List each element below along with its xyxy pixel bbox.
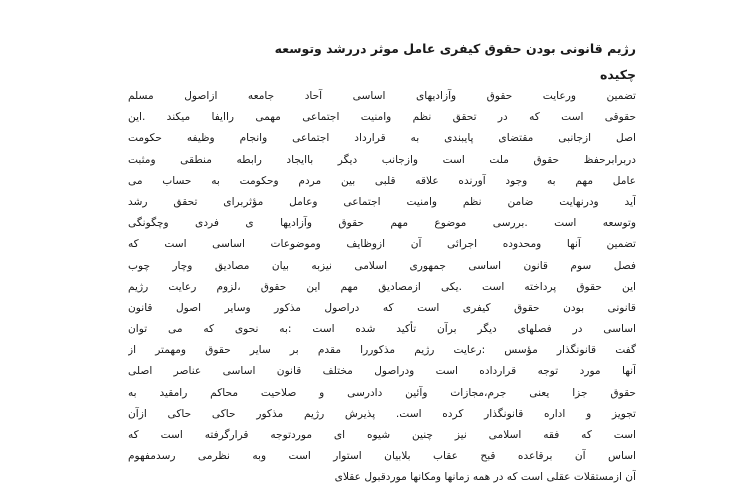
paragraph-line: آنها مورد توجه قرارداده است ودراصول مختلف قانون اساسی عناصر اصلی <box>128 365 636 378</box>
paragraph-line: حقوقی است که در تحقق نظم وامنیت اجتماعی مهمی راایفا میکند .این <box>128 111 636 124</box>
paragraph-line: آن ازمستقلات عقلی است که در همه زمانها ومکانها موردقبول عقلای <box>334 471 636 484</box>
paragraph-line: آید ودرنهایت ضامن نظم وامنیت اجتماعی وعامل مؤثربرای تحقق رشد <box>128 195 636 208</box>
paragraph-line: عامل مهم به وجود آورنده علاقه قلبی بین مردم وحکومت به حساب می <box>128 174 636 187</box>
paragraph-line: قانونی بودن حقوق کیفری است که دراصول مذکور وسایر اصول قانون <box>128 301 636 314</box>
paragraph-line: حقوق جزا یعنی جرم،مجازات وآئین دادرسی و صلاحیت محاکم رامقید به <box>128 386 636 399</box>
paragraph-line: تضمین آنها ومحدوده اجرائی آن ازوظایف وموضوعات اساسی است که <box>128 238 636 251</box>
paragraph-line: است که فقه اسلامی نیز چنین شیوه ای موردتوجه قرارگرفته است که <box>128 429 636 441</box>
paragraph-line: تجویز و اداره قانونگذار کرده است. پذیرش رژیم مذکور حاکی حاکی ازآن <box>128 407 636 420</box>
document-body <box>128 30 636 489</box>
section-heading-abstract: چکیده <box>600 67 636 82</box>
paragraph-line: اساسی در فصلهای دیگر برآن تأکید شده است :به نحوی که می توان <box>128 323 636 336</box>
paragraph-line: اساس آن برقاعده قبح عقاب بلابیان استوار است وبه نظرمی رسدمفهوم <box>128 450 636 463</box>
paragraph-line: وتوسعه است .بررسی موضوع مهم حقوق وآزادیها ی فردی وچگونگی <box>128 217 636 230</box>
paragraph-line: فصل سوم قانون اساسی جمهوری اسلامی نیزبه بیان مصادیق وچار چوب <box>128 259 636 272</box>
paragraph-line: این حقوق پرداخته است .یکی ازمصادیق مهم این حقوق ،لزوم رعایت رژیم <box>128 280 636 293</box>
paragraph-line: گفت قانونگذار مؤسس :رعایت رژیم مذکوررا مقدم بر سایر حقوق ومهمتر از <box>128 344 636 357</box>
abstract-paragraph <box>128 86 636 489</box>
document-title: رژیم قانونی بودن حقوق کیفری عامل موثر دررشد وتوسعه <box>274 41 636 56</box>
paragraph-line: اصل ازجانبی مقتضای پایبندی به قرارداد اجتماعی وانجام وظیفه حکومت <box>128 132 636 145</box>
paragraph-line: دربرابرحفظ حقوق ملت است وازجانب دیگر باایجاد رابطه منطقی ومثبت <box>128 153 636 166</box>
paragraph-line: تضمین ورعایت حقوق وآزادیهای اساسی آحاد جامعه ازاصول مسلم <box>128 90 636 102</box>
